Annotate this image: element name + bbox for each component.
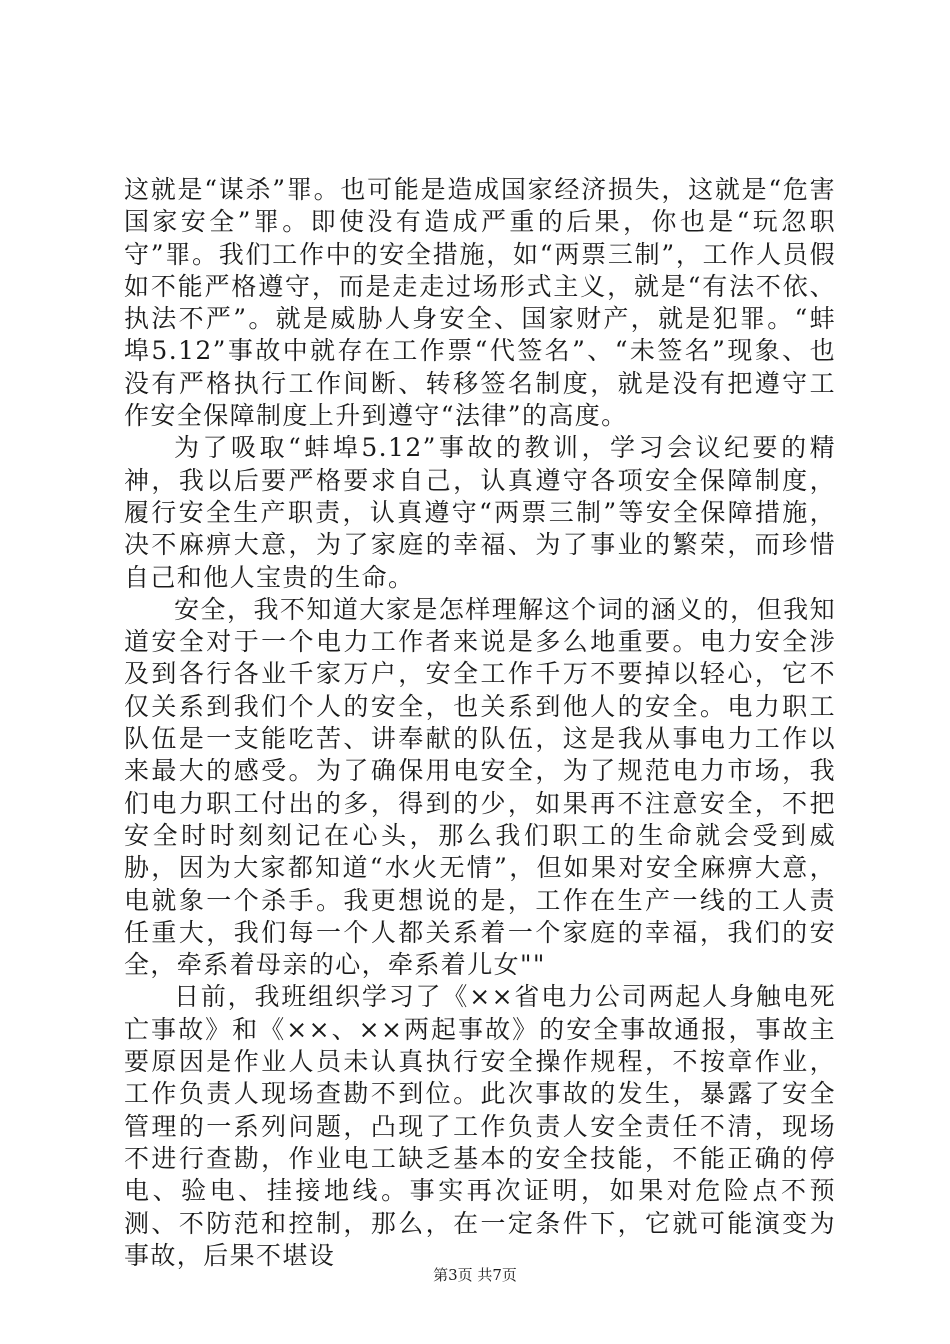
paragraph-4: 日前，我班组织学习了《××省电力公司两起人身触电死亡事故》和《××、××两起事故》的安全事故通报，事故主要原因是作业人员未认真执行安全操作规程，不按章作业，工作负责人现场查勘不到位。此次事故的发生，暴露了安全管理的一系列问题，凸现了工作负责人安全责任不清，现场不进行查勘，作业电工缺乏基本的安全技能，不能正确的停电、验电、挂接地线。事实再次证明，如果对危险点不预测、不防范和控制，那么，在一定条件下，它就可能演变为事故，后果不堪设	[124, 982, 836, 1270]
paragraph-2: 为了吸取“蚌埠5.12”事故的教训，学习会议纪要的精神，我以后要严格要求自己，认真遵守各项安全保障制度，履行安全生产职责，认真遵守“两票三制”等安全保障措施，决不麻痹大意，为了家庭的幸福、为了事业的繁荣，而珍惜自己和他人宝贵的生命。	[124, 433, 836, 592]
page-footer	[0, 1264, 950, 1285]
document-body	[124, 174, 836, 1272]
paragraph-1: 这就是“谋杀”罪。也可能是造成国家经济损失，这就是“危害国家安全”罪。即使没有造成严重的后果，你也是“玩忽职守”罪。我们工作中的安全措施，如“两票三制”，工作人员假如不能严格遵守，而是走走过场形式主义，就是“有法不依、执法不严”。就是威胁人身安全、国家财产，就是犯罪。“蚌埠5.12”事故中就存在工作票“代签名”、“未签名”现象、也没有严格执行工作间断、转移签名制度，就是没有把遵守工作安全保障制度上升到遵守“法律”的高度。	[124, 175, 836, 431]
paragraph-3: 安全，我不知道大家是怎样理解这个词的涵义的，但我知道安全对于一个电力工作者来说是多么地重要。电力安全涉及到各行各业千家万户，安全工作千万不要掉以轻心，它不仅关系到我们个人的安全，也关系到他人的安全。电力职工队伍是一支能吃苦、讲奉献的队伍，这是我从事电力工作以来最大的感受。为了确保用电安全，为了规范电力市场，我们电力职工付出的多，得到的少，如果再不注意安全，不把安全时时刻刻记在心头，那么我们职工的生命就会受到威胁，因为大家都知道“水火无情”，但如果对安全麻痹大意，电就象一个杀手。我更想说的是，工作在生产一线的工人责任重大，我们每一个人都关系着一个家庭的幸福，我们的安全，牵系着母亲的心，牵系着儿女""	[124, 594, 836, 980]
page-number-label: 第3页 共7页	[433, 1266, 517, 1284]
